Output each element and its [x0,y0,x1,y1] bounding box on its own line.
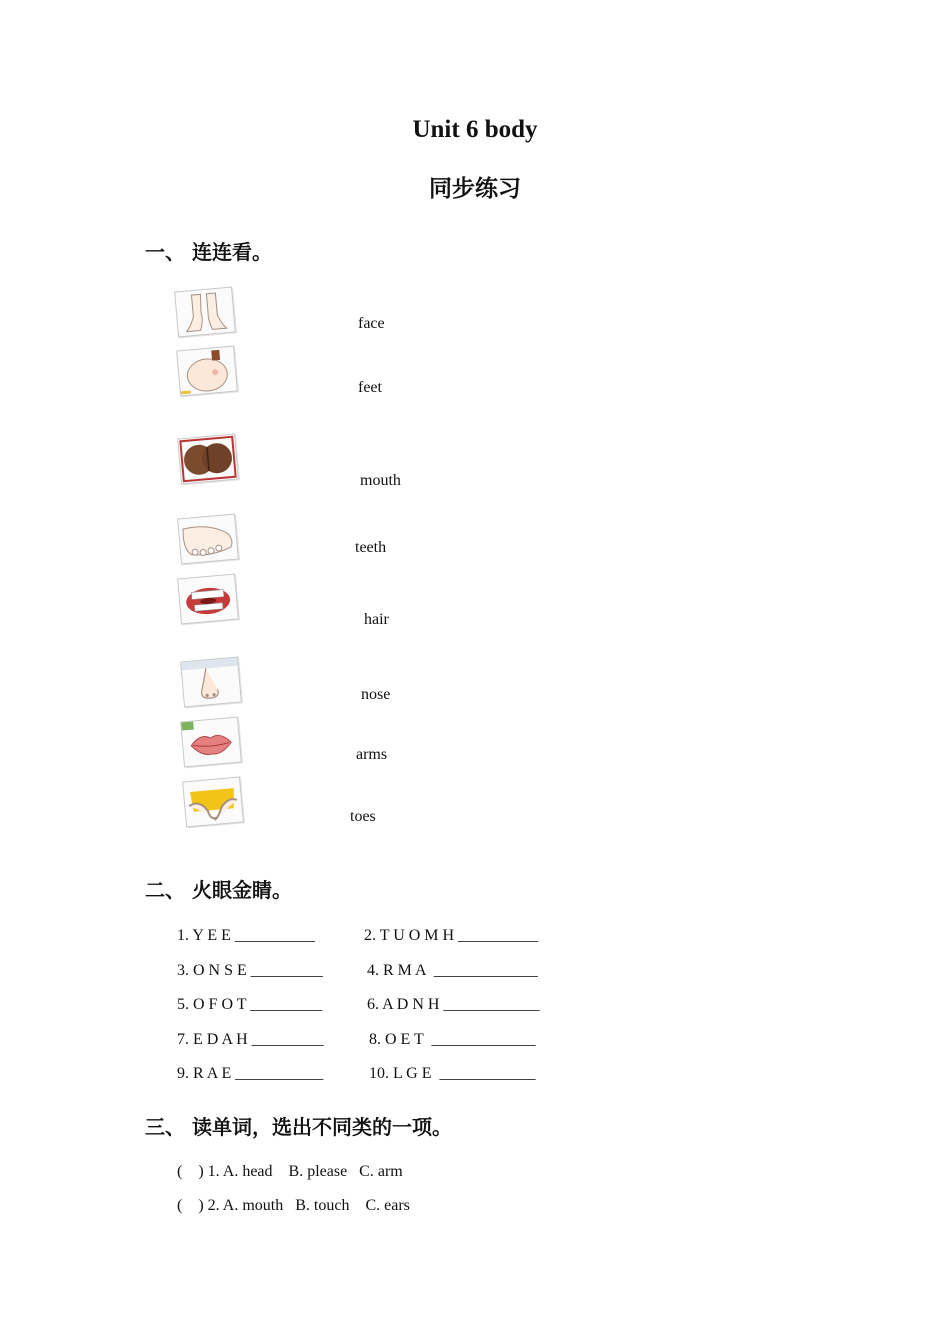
match-word: hair [364,611,389,628]
scramble-item: 4. R M A _____________ [367,962,538,979]
scramble-item: 3. O N S E _________ [177,962,323,979]
page-subtitle: 同步练习 [429,176,521,202]
choice-question: ( ) 2. A. mouth B. touch C. ears [177,1197,410,1214]
match-word: arms [356,746,388,763]
page-title: Unit 6 body [412,116,538,143]
match-word: toes [350,808,376,825]
scramble-item: 9. R A E ___________ [177,1065,324,1082]
match-word: nose [361,686,391,703]
section-2-heading: 二、 火眼金睛。 [145,878,292,902]
arms-icon [182,777,244,828]
section-1-heading: 一、 连连看。 [145,240,272,264]
scramble-item: 2. T U O M H __________ [364,927,539,944]
scramble-item: 8. O E T _____________ [369,1031,536,1048]
mouth-icon [180,717,242,768]
match-word: feet [358,379,382,396]
scramble-item: 10. L G E ____________ [369,1065,536,1082]
scramble-item: 5. O F O T _________ [177,996,323,1013]
match-word: mouth [360,472,401,489]
feet-icon [174,287,236,338]
match-word: face [358,315,385,332]
nose-icon [180,657,242,708]
section-3-heading: 三、 读单词，选出不同类的一项。 [145,1115,452,1139]
scramble-item: 7. E D A H _________ [177,1031,324,1048]
scramble-item: 6. A D N H ____________ [367,996,540,1013]
choice-question: ( ) 1. A. head B. please C. arm [177,1163,403,1180]
scramble-item: 1. Y E E __________ [177,927,315,944]
toes-icon [177,514,239,565]
hair-icon [177,434,239,485]
match-word: teeth [355,539,387,556]
teeth-icon [177,574,239,625]
face-icon [176,346,238,397]
